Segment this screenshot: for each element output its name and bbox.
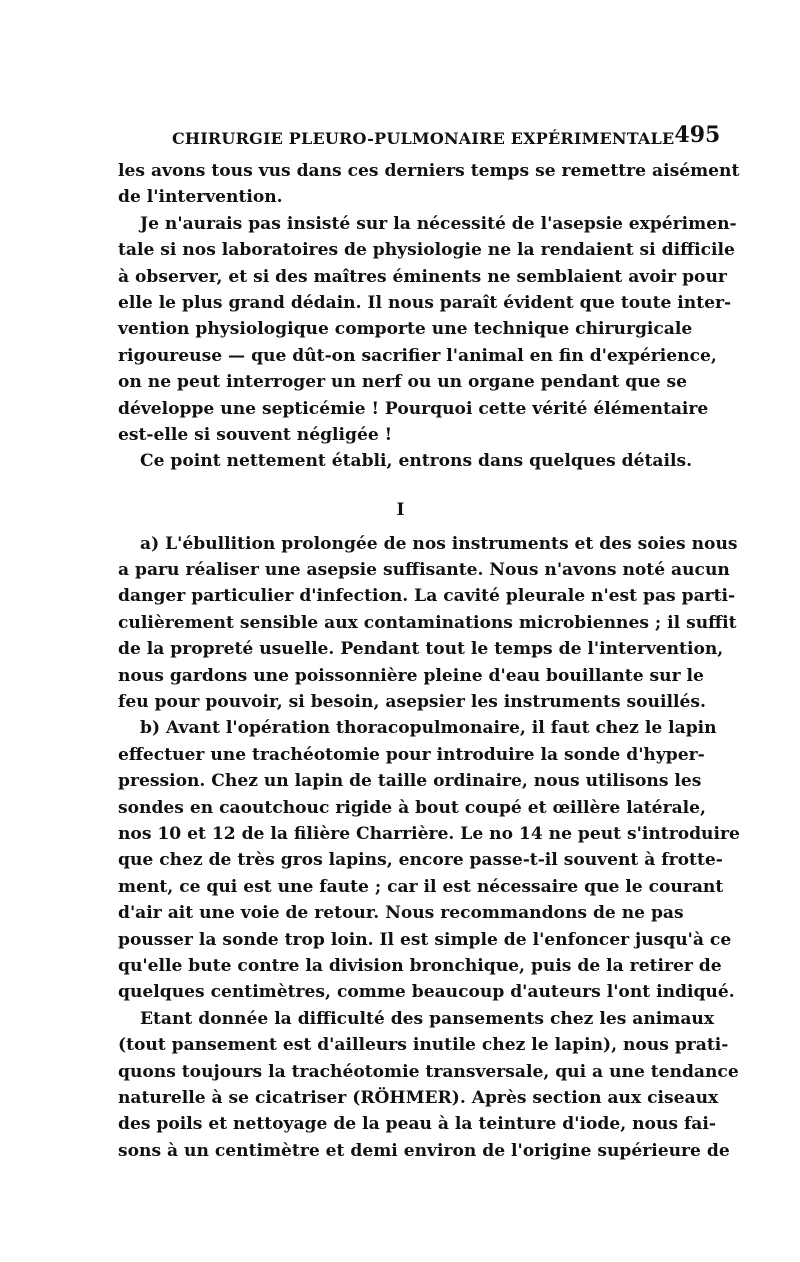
running-head xyxy=(118,118,721,148)
text-line: nous gardons une poissonnière pleine d'eau bouillante sur le xyxy=(118,665,704,686)
text-line: quons toujours la trachéotomie transversale, qui a une tendance xyxy=(118,1061,739,1082)
text-line: elle le plus grand dédain. Il nous paraît évident que toute inter- xyxy=(118,292,732,313)
text-line: nos 10 et 12 de la filière Charrière. Le no 14 ne peut s'introduire xyxy=(118,823,740,844)
text-line: ment, ce qui est une faute ; car il est nécessaire que le courant xyxy=(118,876,724,897)
text-line: (tout pansement est d'ailleurs inutile chez le lapin), nous prati- xyxy=(118,1035,729,1056)
text-line: sons à un centimètre et demi environ de l'origine supérieure de xyxy=(118,1140,730,1161)
text-line: vention physiologique comporte une technique chirurgicale xyxy=(118,319,693,340)
text-line: b) Avant l'opération thoracopulmonaire, il faut chez le lapin xyxy=(140,718,717,739)
text-line: a) L'ébullition prolongée de nos instruments et des soies nous xyxy=(140,533,738,554)
text-line: feu pour pouvoir, si besoin, asepsier les instruments souillés. xyxy=(118,692,706,713)
text-line: culièrement sensible aux contaminations microbiennes ; il suffit xyxy=(118,612,737,633)
text-line: est-elle si souvent négligée ! xyxy=(118,424,393,445)
text-line: développe une septicémie ! Pourquoi cette vérité élémentaire xyxy=(118,398,709,419)
page-number: 495 xyxy=(674,122,721,148)
section-heading: I xyxy=(396,499,405,520)
text-line: d'air ait une voie de retour. Nous recommandons de ne pas xyxy=(118,903,684,924)
text-line: Ce point nettement établi, entrons dans quelques détails. xyxy=(140,451,693,472)
text-line: danger particulier d'infection. La cavité pleurale n'est pas parti- xyxy=(118,586,736,607)
text-line: les avons tous vus dans ces derniers temps se remettre aisément xyxy=(118,161,740,181)
text-line: tale si nos laboratoires de physiologie ne la rendaient si difficile xyxy=(118,240,735,261)
text-line: pousser la sonde trop loin. Il est simple de l'enfoncer jusqu'à ce xyxy=(118,929,732,950)
text-line: des poils et nettoyage de la peau à la teinture d'iode, nous fai- xyxy=(118,1114,716,1135)
text-line: qu'elle bute contre la division bronchique, puis de la retirer de xyxy=(118,955,722,976)
text-line: de l'intervention. xyxy=(118,187,283,208)
text-line: de la propreté usuelle. Pendant tout le temps de l'intervention, xyxy=(118,639,724,660)
body-text xyxy=(118,158,740,1164)
text-line: a paru réaliser une asepsie suffisante. Nous n'avons noté aucun xyxy=(118,560,730,581)
text-line: que chez de très gros lapins, encore passe-t-il souvent à frotte- xyxy=(118,850,723,871)
text-line: quelques centimètres, comme beaucoup d'auteurs l'ont indiqué. xyxy=(118,982,735,1003)
text-line: on ne peut interroger un nerf ou un organe pendant que se xyxy=(118,372,687,393)
text-line: effectuer une trachéotomie pour introduire la sonde d'hyper- xyxy=(118,744,705,765)
text-line: à observer, et si des maîtres éminents ne semblaient avoir pour xyxy=(118,266,727,287)
text-line: naturelle à se cicatriser (RÖHMER). Après section aux ciseaux xyxy=(118,1087,719,1108)
text-line: pression. Chez un lapin de taille ordinaire, nous utilisons les xyxy=(118,771,702,792)
running-title: CHIRURGIE PLEURO-PULMONAIRE EXPÉRIMENTALE xyxy=(172,129,675,148)
text-line: Etant donnée la difficulté des pansements chez les animaux xyxy=(140,1008,715,1029)
text-line: Je n'aurais pas insisté sur la nécessité de l'asepsie expérimen- xyxy=(140,213,737,234)
text-line: sondes en caoutchouc rigide à bout coupé et œillère latérale, xyxy=(118,797,706,818)
text-line: rigoureuse — que dût-on sacrifier l'animal en fin d'expérience, xyxy=(118,345,717,366)
